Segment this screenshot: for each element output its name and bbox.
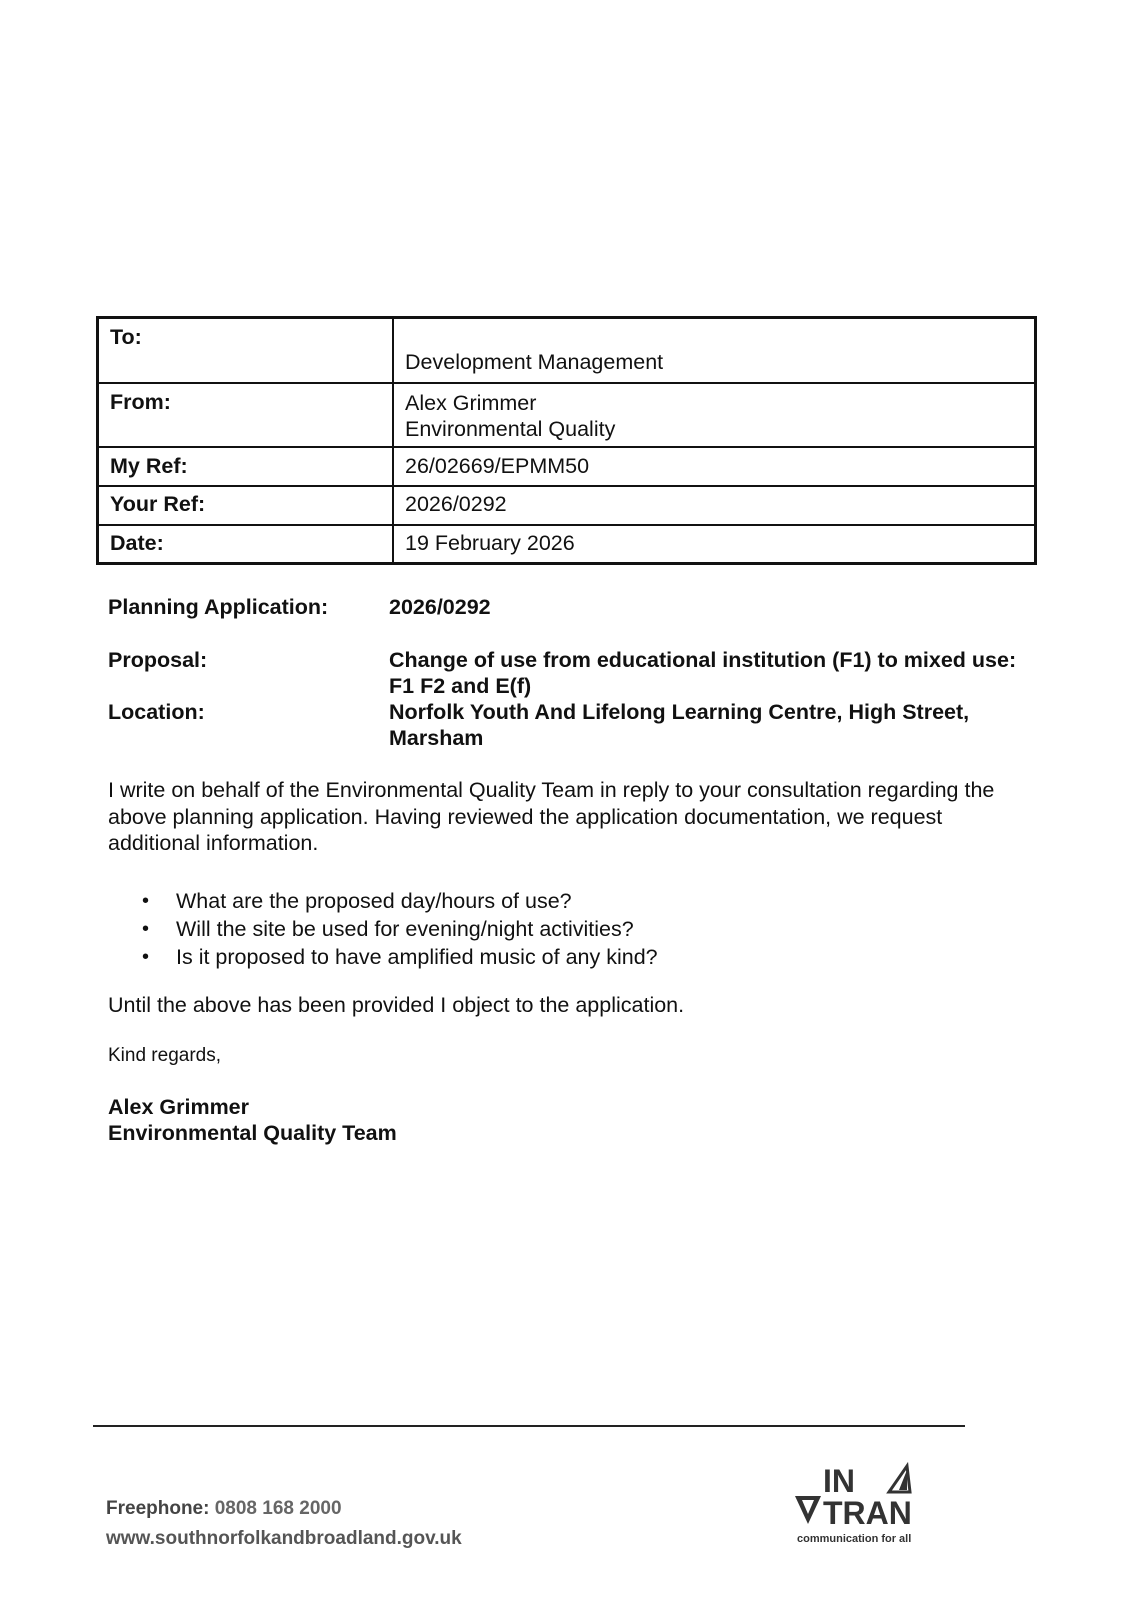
location-value: Norfolk Youth And Lifelong Learning Centre, High Street, Marsham (389, 700, 970, 750)
your-ref-label: Your Ref: (98, 486, 394, 525)
your-ref-value: 2026/0292 (393, 486, 1036, 525)
footer-contact (106, 1494, 462, 1554)
from-name: Alex Grimmer (405, 390, 537, 415)
questions-list (108, 887, 658, 971)
proposal-value: Change of use from educational institution (F1) to mixed use: F1 F2 and E(f) (389, 648, 1017, 698)
from-value (393, 383, 1036, 447)
conclusion-paragraph: Until the above has been provided I object to the application. (108, 993, 685, 1017)
list-item: • Will the site be used for evening/night activities? (176, 915, 658, 943)
list-item: • Is it proposed to have amplified music of any kind? (176, 943, 658, 971)
intran-logo (795, 1462, 955, 1548)
intro-paragraph: I write on behalf of the Environmental Quality Team in reply to your consultation regarding the above planning application. Having reviewed the application documentation, we request additional information. (108, 778, 995, 855)
logo-tagline: communication for all (797, 1533, 912, 1545)
date-label: Date: (98, 525, 394, 564)
to-value: Development Management (393, 318, 1036, 383)
my-ref-label: My Ref: (98, 447, 394, 486)
signature-block (108, 1094, 397, 1146)
location-label: Location: (108, 700, 205, 724)
logo-text-tran: TRAN (823, 1495, 912, 1531)
footer-divider (93, 1425, 965, 1427)
freephone-number: 0808 168 2000 (214, 1498, 342, 1519)
memo-header-table (96, 316, 1037, 565)
to-label: To: (98, 318, 394, 383)
date-value: 19 February 2026 (393, 525, 1036, 564)
website-link[interactable]: www.southnorfolkandbroadland.gov.uk (106, 1528, 462, 1549)
my-ref-value: 26/02669/EPMM50 (393, 447, 1036, 486)
closing-salutation: Kind regards, (108, 1045, 222, 1066)
planning-application-value: 2026/0292 (389, 595, 491, 619)
list-item: • What are the proposed day/hours of use? (176, 887, 658, 915)
from-department: Environmental Quality (405, 416, 616, 441)
freephone-label: Freephone: (106, 1498, 210, 1519)
signature-team: Environmental Quality Team (108, 1121, 397, 1145)
signature-name: Alex Grimmer (108, 1095, 250, 1119)
logo-text-in: IN (823, 1463, 855, 1499)
from-label: From: (98, 383, 394, 447)
planning-application-label: Planning Application: (108, 595, 329, 619)
proposal-label: Proposal: (108, 648, 208, 672)
